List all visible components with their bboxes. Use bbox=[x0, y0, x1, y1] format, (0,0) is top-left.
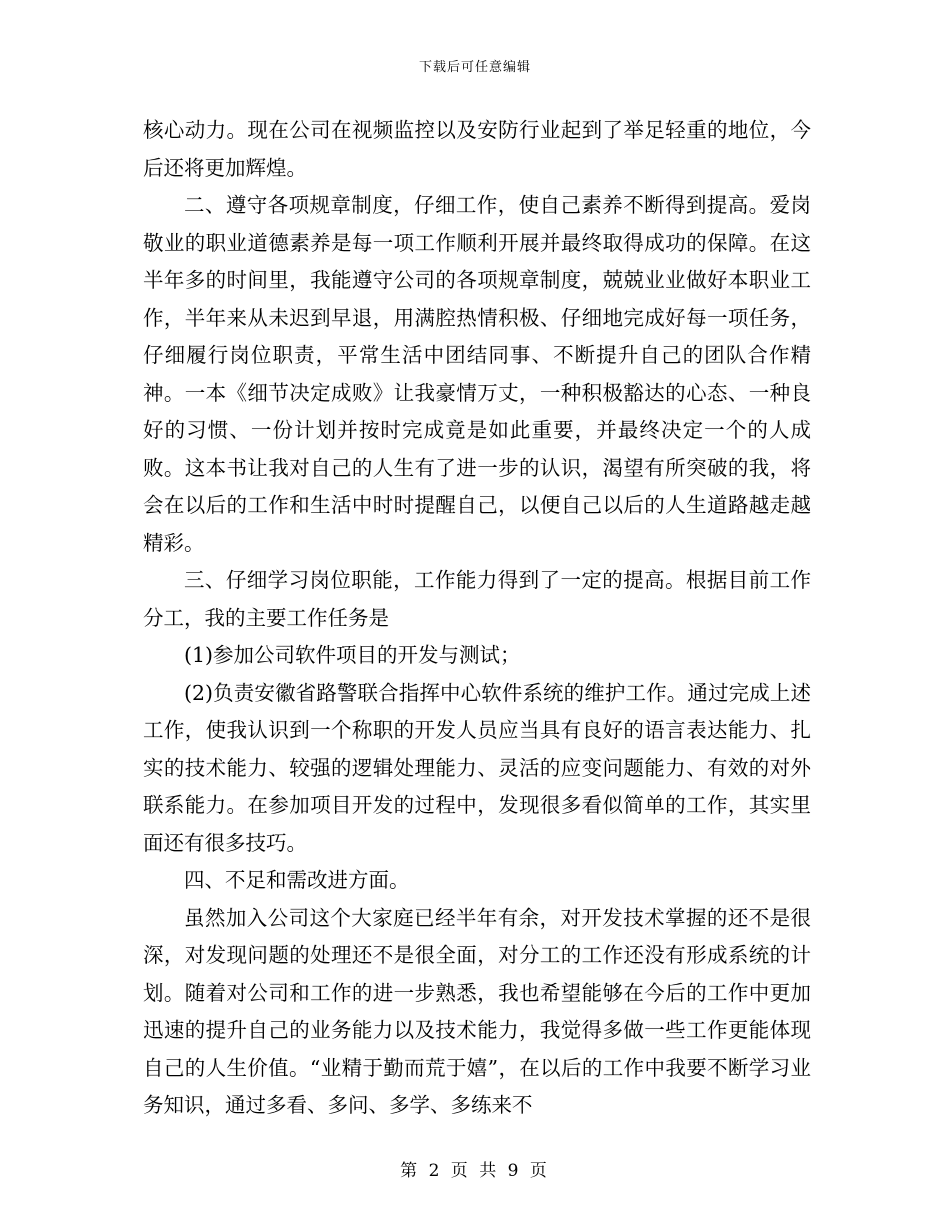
paragraph-section-4-body: 虽然加入公司这个大家庭已经半年有余，对开发技术掌握的还不是很深，对发现问题的处理还不是很全面，对分工的工作还没有形成系统的计划。随着对公司和工作的进一步熟悉，我也希望能够在今后的工作中更加迅速的提升自己的业务能力以及技术能力，我觉得多做一些工作更能体现自己的人生价值。“业精于勤而荒于嬉”，在以后的工作中我要不断学习业务知识，通过多看、多问、多学、多练来不 bbox=[143, 905, 811, 1117]
paragraph-item-1: (1)参加公司软件项目的开发与测试； bbox=[184, 643, 521, 667]
paragraph-section-4-heading: 四、不足和需改进方面。 bbox=[184, 868, 410, 892]
paragraph-continuation: 核心动力。现在公司在视频监控以及安防行业起到了举足轻重的地位，今后还将更加辉煌。 bbox=[143, 118, 811, 180]
paragraph-section-3: 三、仔细学习岗位职能，工作能力得到了一定的提高。根据目前工作分工，我的主要工作任务是 bbox=[143, 568, 811, 630]
page-number: 第 2 页 共 9 页 bbox=[400, 1161, 550, 1181]
paragraph-section-2: 二、遵守各项规章制度，仔细工作，使自己素养不断得到提高。爱岗敬业的职业道德素养是每一项工作顺利开展并最终取得成功的保障。在这半年多的时间里，我能遵守公司的各项规章制度，兢兢业业做好本职业工作，半年来从未迟到早退，用满腔热情积极、仔细地完成好每一项任务，仔细履行岗位职责，平常生活中团结同事、不断提升自己的团队合作精神。一本《细节决定成败》让我豪情万丈，一种积极豁达的心态、一种良好的习惯、一份计划并按时完成竟是如此重要，并最终决定一个的人成败。这本书让我对自己的人生有了进一步的认识，渴望有所突破的我，将会在以后的工作和生活中时时提醒自己，以便自己以后的人生道路越走越精彩。 bbox=[143, 193, 811, 555]
page-header: 下载后可任意编辑 bbox=[418, 60, 531, 75]
paragraph-item-2: (2)负责安徽省路警联合指挥中心软件系统的维护工作。通过完成上述工作，使我认识到一个称职的开发人员应当具有良好的语言表达能力、扎实的技术能力、较强的逻辑处理能力、灵活的应变问题能力、有效的对外联系能力。在参加项目开发的过程中，发现很多看似简单的工作，其实里面还有很多技巧。 bbox=[143, 680, 811, 855]
document-body bbox=[143, 112, 811, 1125]
